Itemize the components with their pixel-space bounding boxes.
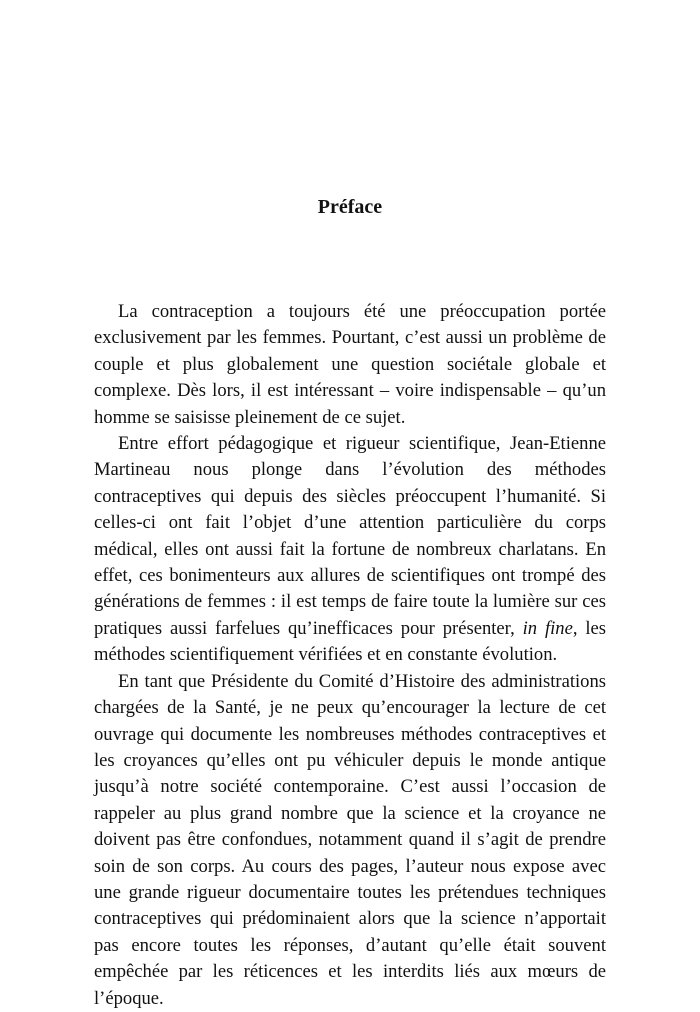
preface-body: [94, 299, 606, 1012]
paragraph-1: La contraception a toujours été une préoccupation portée exclusivement par les femmes. Pourtant, c’est aussi un problème de couple et plus globalement une question sociétale globale et complexe. Dès lors, il est intéressant – voire indispensable – qu’un homme se saisisse pleinement de ce sujet.: [94, 301, 606, 428]
paragraph-3: En tant que Présidente du Comité d’Histoire des administrations chargées de la Santé, je ne peux qu’encourager la lecture de cet ouvrage qui documente les nombreuses méthodes contraceptives et les croyances qu’elles ont pu véhiculer depuis le monde antique jusqu’à notre société contemporaine. C’est aussi l’occasion de rappeler au plus grand nombre que la science et la croyance ne doivent pas être confondues, notamment quand il s’agit de prendre soin de son corps. Au cours des pages, l’auteur nous expose avec une grande rigueur documentaire toutes les prétendues techniques contraceptives qui prédominaient alors que la science n’apportait pas encore toutes les réponses, d’autant qu’elle était souvent empêchée par les réticences et les interdits liés aux mœurs de l’époque.: [94, 670, 606, 1009]
page-title: Préface: [317, 196, 383, 218]
italic-phrase: in fine: [522, 617, 573, 639]
paragraph-2-text-end: , les méthodes scientifiquement vérifiées et en constante évolution.: [94, 617, 607, 666]
paragraph-2-text-start: Entre effort pédagogique et rigueur scientifique, Jean-Etienne Martineau nous plonge dans l’évolution des méthodes contraceptives qui depuis des siècles préoccupent l’humanité. Si celles-ci ont fait l’objet d’une attention particulière du corps médical, elles ont aussi fait la fortune de nombreux charlatans. En effet, ces bonimenteurs aux allures de scientifiques ont trompé des générations de femmes : il est temps de faire toute la lumière sur ces pratiques aussi farfelues qu’inefficaces pour présenter,: [94, 433, 606, 639]
paragraph-2: [94, 431, 606, 669]
